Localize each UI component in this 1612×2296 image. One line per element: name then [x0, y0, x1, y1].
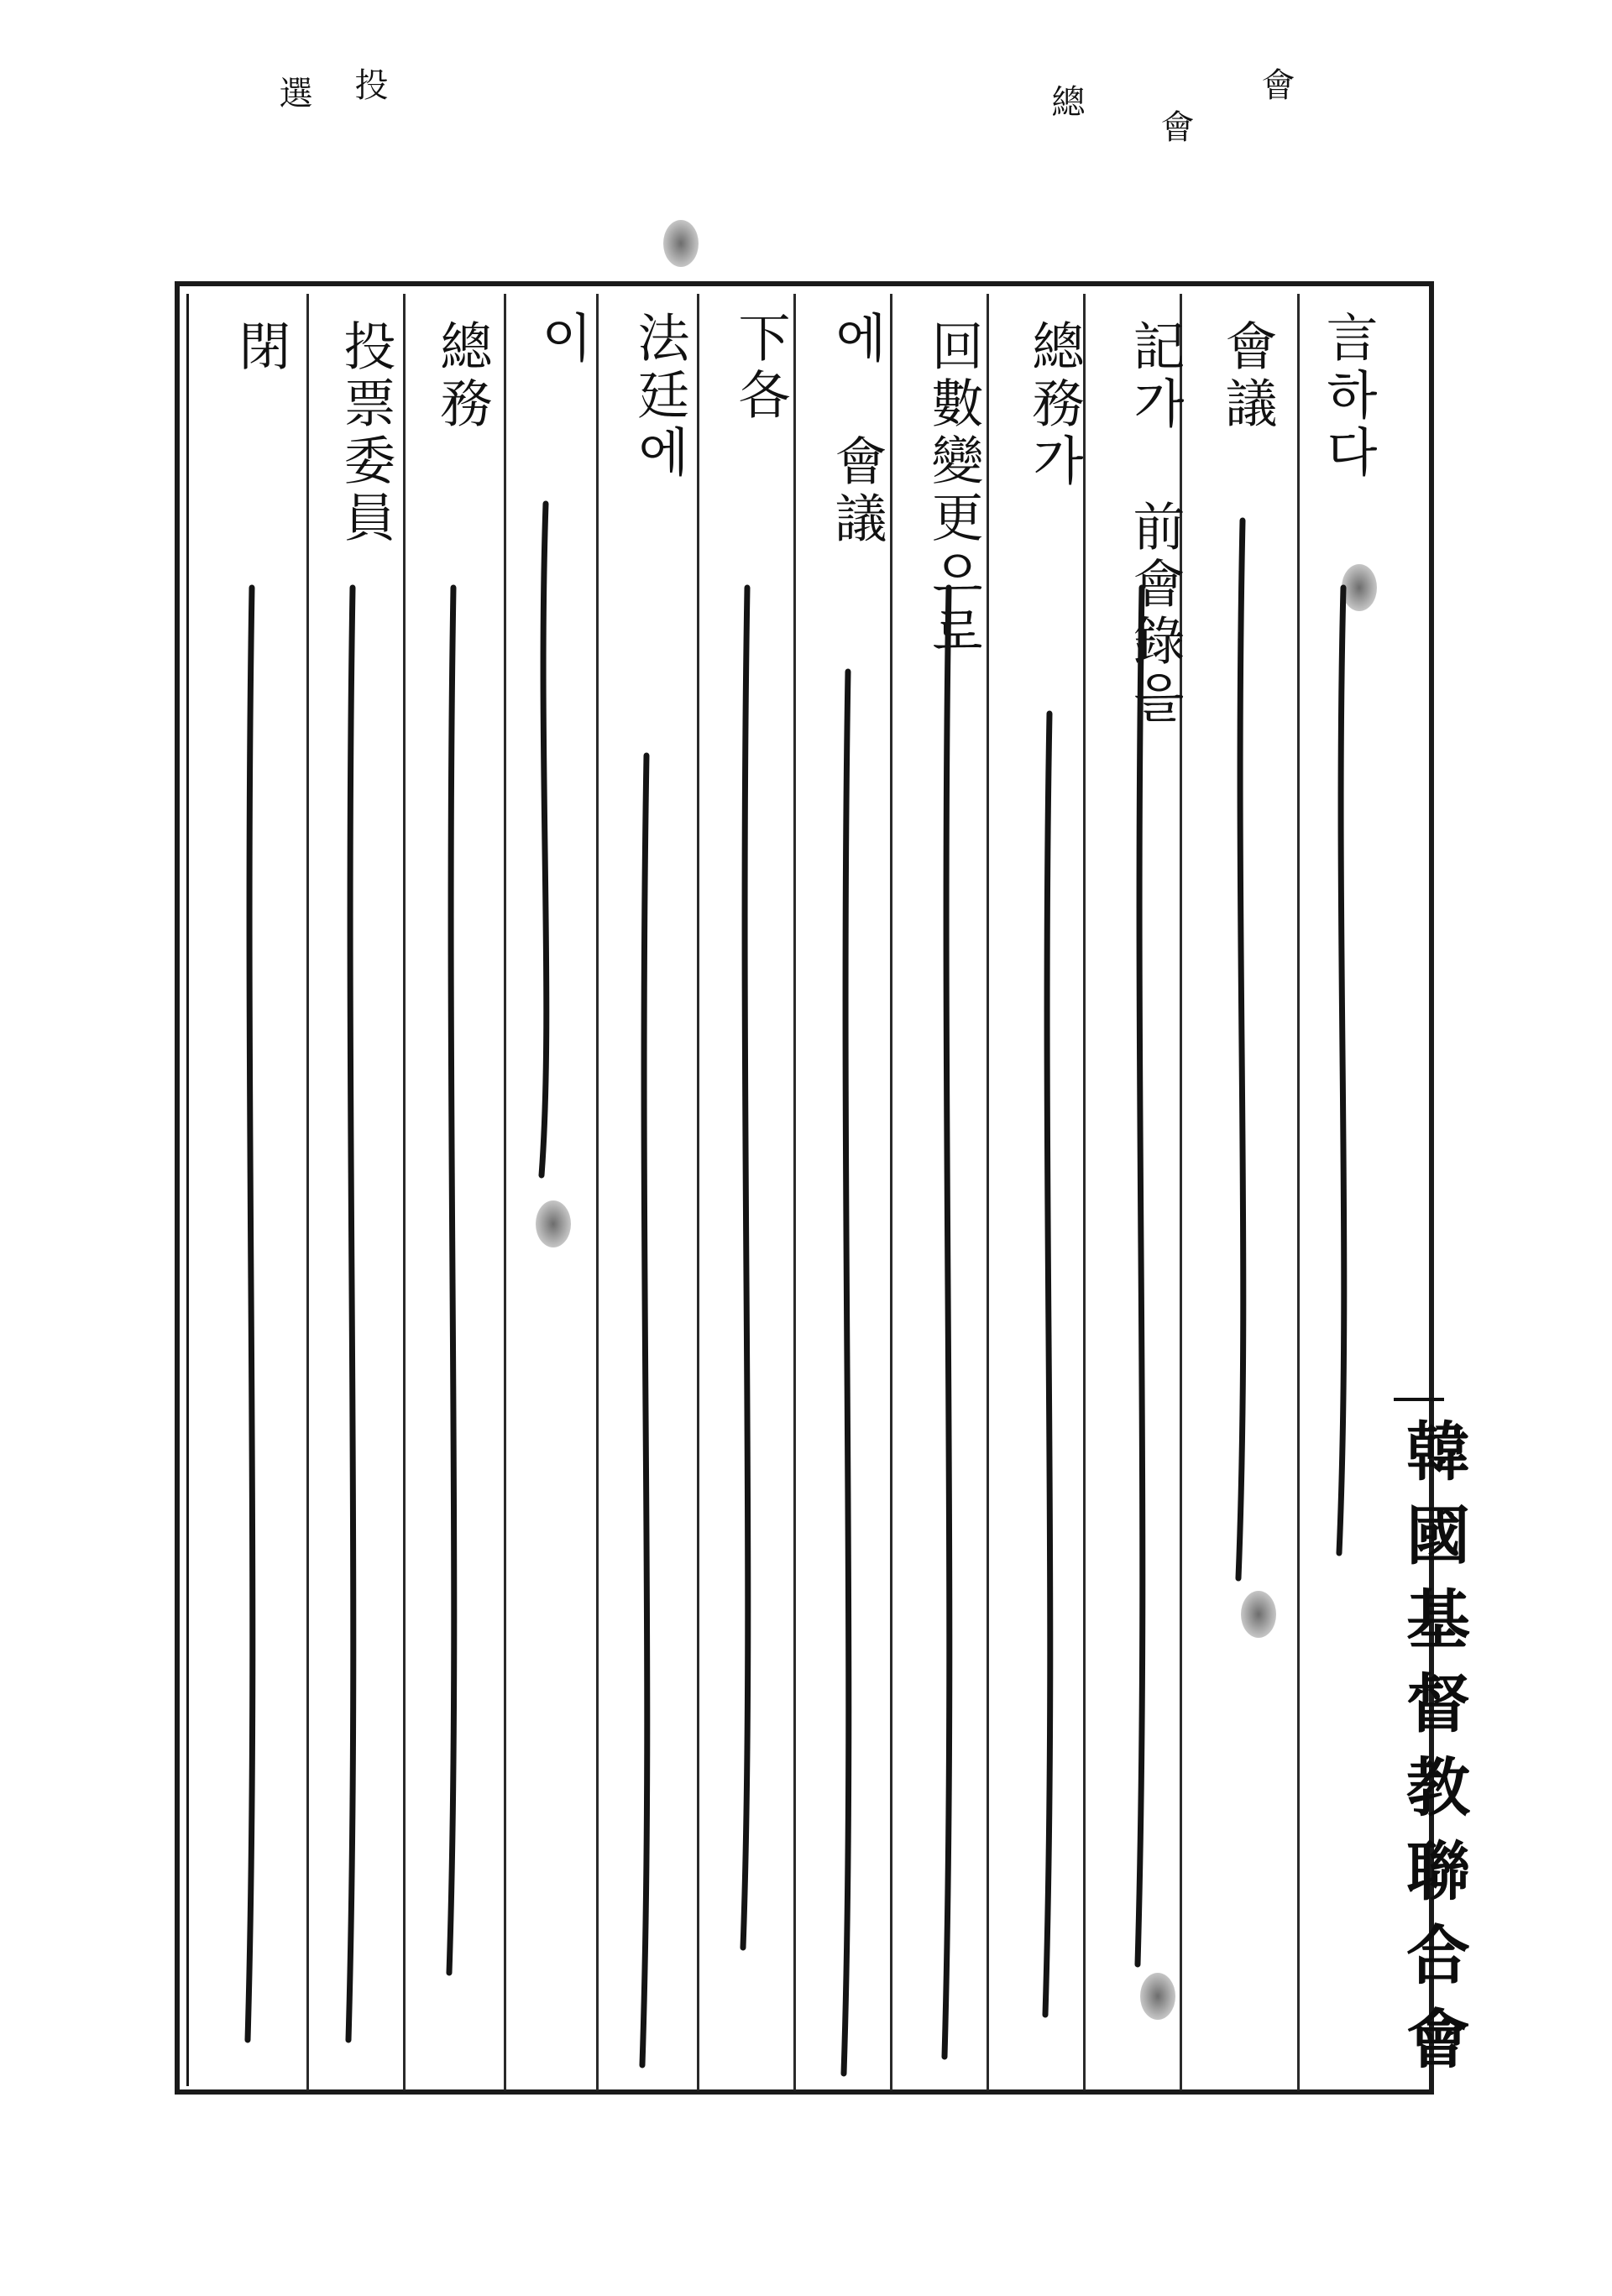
stroke [1339, 588, 1344, 1553]
handwritten-column-2: 會議 [1217, 319, 1278, 433]
stroke [348, 588, 353, 2040]
stamp-char: 會 [1406, 2002, 1470, 2077]
stamp-char: 國 [1406, 1498, 1470, 1573]
margin-note-6: 選 [274, 76, 312, 111]
stamp-char: 聯 [1406, 1834, 1470, 1909]
stroke [1238, 520, 1243, 1578]
stamp-char: 基 [1406, 1582, 1470, 1657]
stamp-char: 督 [1406, 1666, 1470, 1741]
stroke [449, 588, 454, 1973]
stroke [743, 588, 748, 1948]
handwritten-column-5: 回數變更으로 [923, 319, 984, 662]
margin-note-3: 總 [1046, 84, 1085, 119]
handwritten-column-6: 에 會議 [826, 311, 887, 548]
stroke [542, 504, 547, 1175]
handwritten-column-3: 記가 前會錄을 [1124, 319, 1185, 728]
handwritten-column-11: 投票委員 [335, 319, 396, 547]
stroke [945, 588, 950, 2057]
handwritten-column-12: 閉 [230, 319, 291, 376]
stroke [248, 588, 253, 2040]
stamp-char: 合 [1406, 1918, 1470, 1993]
margin-note-1: 會 [1256, 67, 1295, 102]
handwritten-column-7: 下各 [730, 311, 791, 425]
stroke [1138, 588, 1143, 1964]
stroke [642, 756, 647, 2065]
margin-note-5: 投 [349, 67, 388, 102]
handwritten-column-8: 法廷에 [629, 311, 690, 482]
stroke [1045, 714, 1050, 2015]
stroke [844, 672, 849, 2074]
handwritten-column-9: 이 [532, 311, 594, 368]
stamp-char: 教 [1406, 1750, 1470, 1825]
stamp-char: 韓 [1406, 1415, 1470, 1489]
handwritten-column-1: 言하다 [1317, 311, 1379, 482]
handwritten-column-4: 總務가 [1023, 319, 1085, 490]
handwritten-column-10: 總務 [432, 319, 493, 433]
margin-note-2: 會 [1155, 109, 1194, 144]
